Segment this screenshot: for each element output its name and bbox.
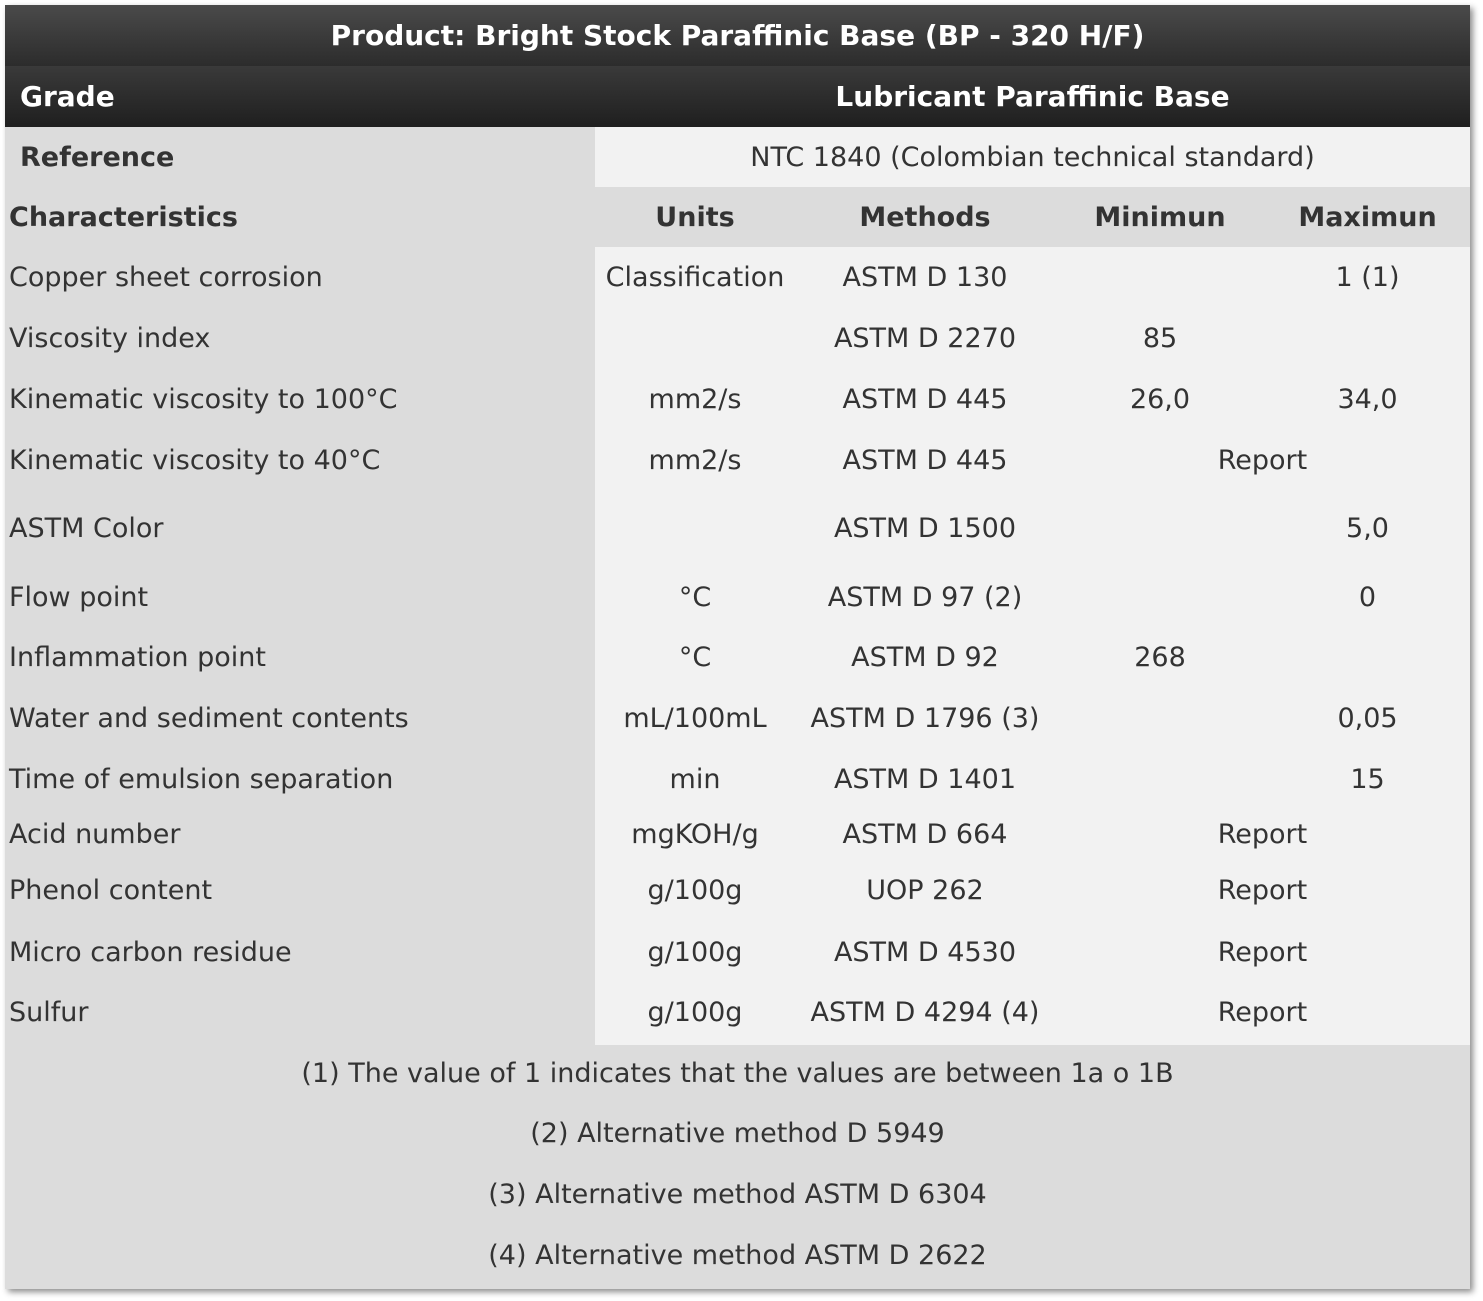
report-cell: Report <box>1217 996 1308 1028</box>
method-cell: ASTM D 92 <box>851 641 999 673</box>
unit-cell: mL/100mL <box>623 702 767 734</box>
unit-cell <box>595 503 795 553</box>
characteristic-cell: Copper sheet corrosion <box>9 261 323 293</box>
method-cell: ASTM D 97 (2) <box>827 581 1023 613</box>
characteristic-cell: Viscosity index <box>9 322 211 354</box>
characteristic-cell: Kinematic viscosity to 100°C <box>9 383 398 415</box>
header-minimum: Minimun <box>1094 201 1226 233</box>
report-cell <box>1055 374 1470 424</box>
footnote: (3) Alternative method ASTM D 6304 <box>488 1178 987 1210</box>
report-cell <box>1055 754 1470 804</box>
grade-value: Lubricant Paraffinic Base <box>835 80 1230 113</box>
characteristic-cell: ASTM Color <box>9 512 164 544</box>
footnote: (4) Alternative method ASTM D 2622 <box>488 1239 987 1271</box>
method-cell: ASTM D 445 <box>842 383 1008 415</box>
report-cell <box>1055 503 1470 553</box>
report-cell <box>1055 693 1470 743</box>
characteristic-cell: Kinematic viscosity to 40°C <box>9 444 381 476</box>
unit-cell: g/100g <box>647 874 743 906</box>
header-maximum: Maximun <box>1298 201 1437 233</box>
maximum-cell: 0,05 <box>1337 702 1398 734</box>
product-title: Product: Bright Stock Paraffinic Base (BP - 320 H/F) <box>5 5 1470 66</box>
method-cell: UOP 262 <box>866 874 984 906</box>
header-methods: Methods <box>859 201 991 233</box>
unit-cell <box>595 313 795 363</box>
unit-cell: g/100g <box>647 996 743 1028</box>
grade-label: Grade <box>20 80 115 113</box>
report-cell: Report <box>1217 444 1308 476</box>
characteristic-cell: Inflammation point <box>9 641 266 673</box>
report-cell <box>1055 252 1470 302</box>
method-cell: ASTM D 1500 <box>833 512 1017 544</box>
report-cell <box>1055 313 1470 363</box>
unit-cell: °C <box>678 641 712 673</box>
characteristic-cell: Acid number <box>9 818 181 850</box>
method-cell: ASTM D 1401 <box>833 763 1017 795</box>
unit-cell: mgKOH/g <box>631 818 759 850</box>
unit-cell: °C <box>678 581 712 613</box>
characteristic-cell: Phenol content <box>9 874 213 906</box>
unit-cell: g/100g <box>647 936 743 968</box>
header-units: Units <box>655 201 735 233</box>
unit-cell: Classification <box>605 261 785 293</box>
method-cell: ASTM D 2270 <box>833 322 1017 354</box>
characteristic-cell: Sulfur <box>9 996 89 1028</box>
unit-cell: min <box>669 763 721 795</box>
report-cell <box>1055 572 1470 622</box>
report-cell: Report <box>1217 818 1308 850</box>
reference-label: Reference <box>20 141 175 173</box>
method-cell: ASTM D 4294 (4) <box>810 996 1040 1028</box>
grade-row <box>5 66 1470 127</box>
minimum-cell: 85 <box>1142 322 1178 354</box>
maximum-cell: 0 <box>1358 581 1377 613</box>
report-cell: Report <box>1217 874 1308 906</box>
spec-sheet <box>5 5 1470 1289</box>
characteristic-cell: Time of emulsion separation <box>9 763 394 795</box>
method-cell: ASTM D 1796 (3) <box>810 702 1040 734</box>
report-cell: Report <box>1217 936 1308 968</box>
unit-cell: mm2/s <box>648 383 742 415</box>
header-characteristics: Characteristics <box>9 201 238 233</box>
report-cell <box>1055 632 1470 682</box>
minimum-cell: 268 <box>1134 641 1186 673</box>
characteristic-cell: Flow point <box>9 581 149 613</box>
unit-cell: mm2/s <box>648 444 742 476</box>
footnote: (1) The value of 1 indicates that the values are between 1a o 1B <box>301 1057 1174 1089</box>
method-cell: ASTM D 130 <box>842 261 1008 293</box>
footnote: (2) Alternative method D 5949 <box>530 1117 945 1149</box>
reference-value: NTC 1840 (Colombian technical standard) <box>595 127 1470 187</box>
method-cell: ASTM D 664 <box>842 818 1008 850</box>
method-cell: ASTM D 445 <box>842 444 1008 476</box>
maximum-cell: 15 <box>1350 763 1385 795</box>
method-cell: ASTM D 4530 <box>833 936 1017 968</box>
minimum-cell: 26,0 <box>1129 383 1191 415</box>
characteristic-cell: Micro carbon residue <box>9 936 292 968</box>
maximum-cell: 34,0 <box>1337 383 1398 415</box>
characteristic-cell: Water and sediment contents <box>9 702 409 734</box>
maximum-cell: 5,0 <box>1346 512 1389 544</box>
maximum-cell: 1 (1) <box>1335 261 1400 293</box>
